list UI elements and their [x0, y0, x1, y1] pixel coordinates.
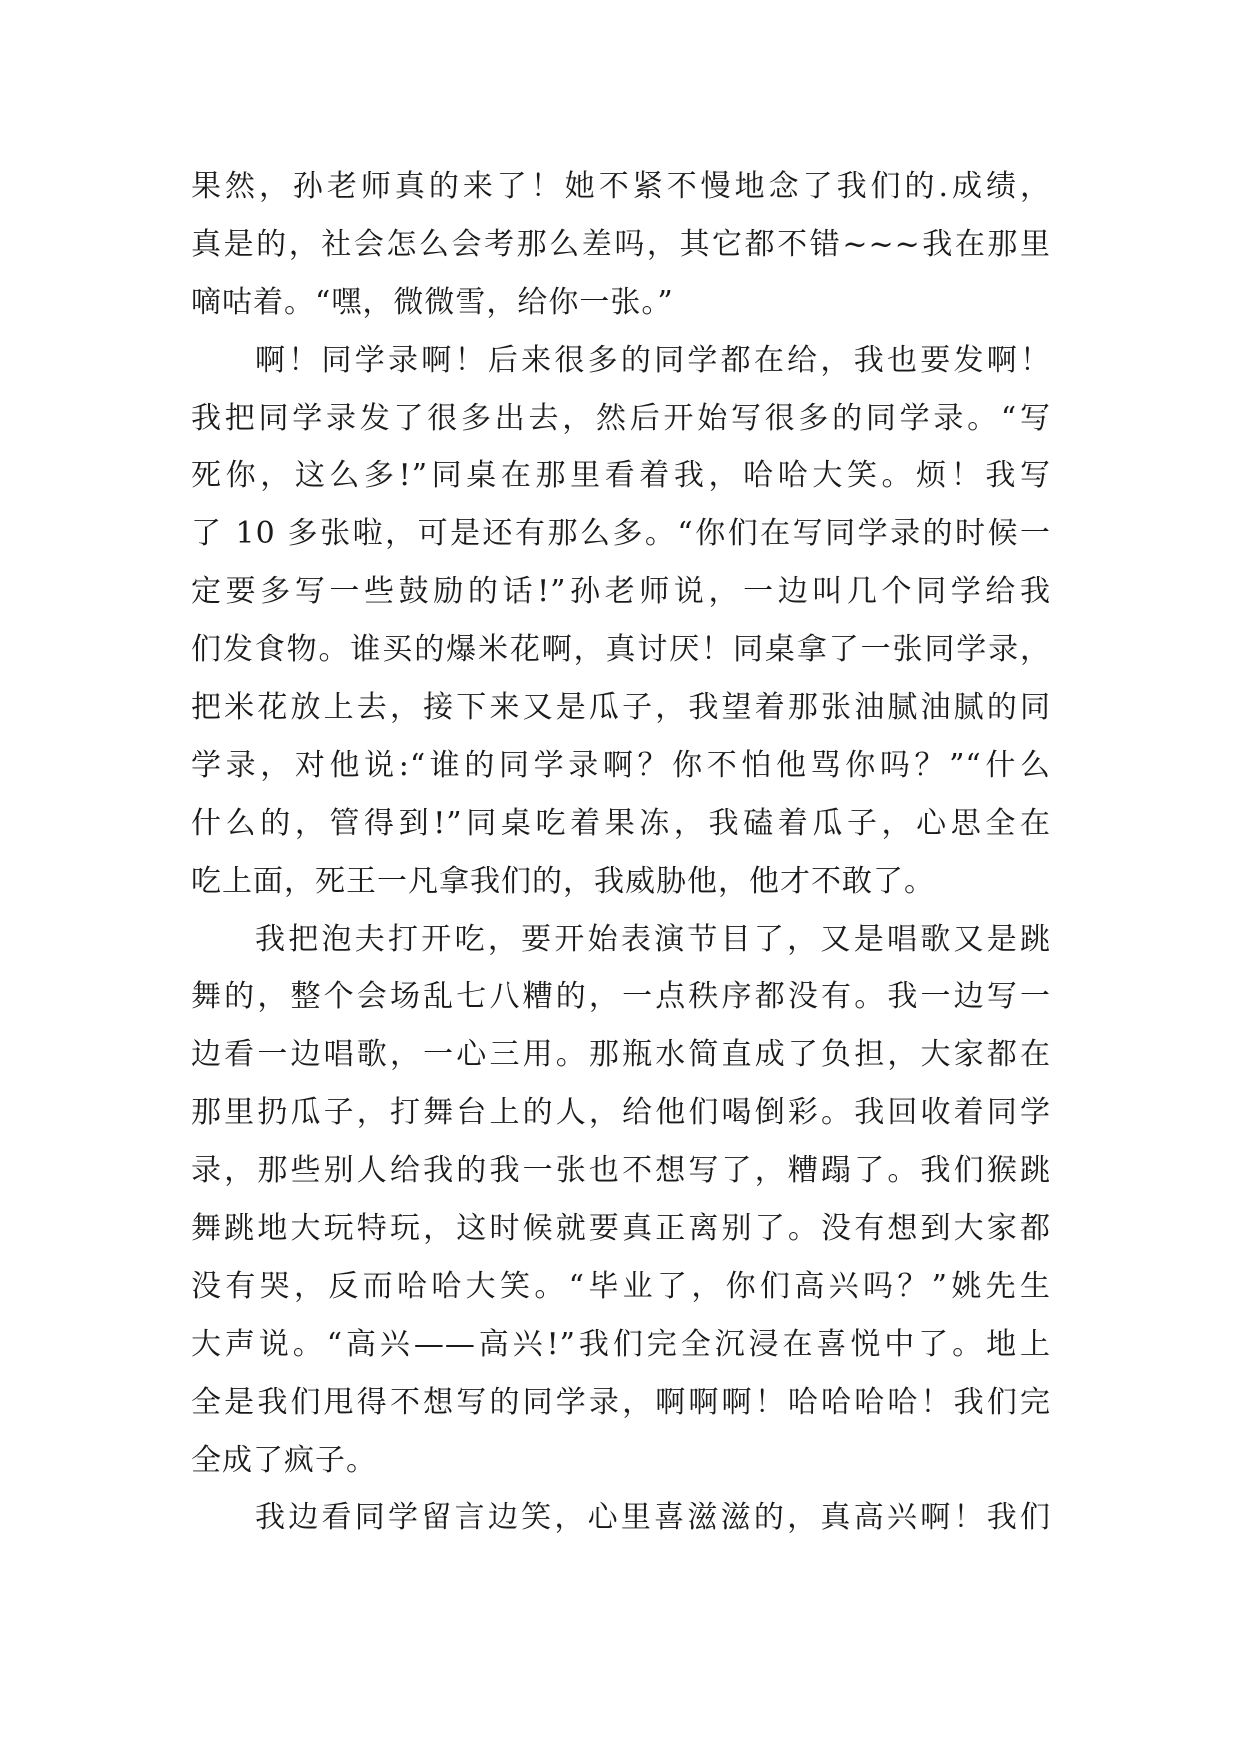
paragraph-3-line-4: 那里扔瓜子，打舞台上的人，给他们喝倒彩。我回收着同学 [191, 1095, 1051, 1131]
paragraph-2-line-8: 学录，对他说:“谁的同学录啊？你不怕他骂你吗？”“什么 [191, 747, 1051, 783]
paragraph-1-line-3: 嘀咕着。“嘿，微微雪，给你一张。” [191, 284, 674, 320]
paragraph-4-line-1: 我边看同学留言边笑，心里喜滋滋的，真高兴啊！我们 [255, 1500, 1051, 1536]
paragraph-3-line-2: 舞的，整个会场乱七八糟的，一点秩序都没有。我一边写一 [191, 979, 1051, 1015]
paragraph-3-line-3: 边看一边唱歌，一心三用。那瓶水简直成了负担，大家都在 [191, 1037, 1051, 1073]
paragraph-2-line-9: 什么的，管得到!”同桌吃着果冻，我磕着瓜子，心思全在 [191, 805, 1051, 841]
paragraph-2-line-2: 我把同学录发了很多出去，然后开始写很多的同学录。“写 [191, 400, 1051, 436]
paragraph-3-line-9: 全是我们甩得不想写的同学录，啊啊啊！哈哈哈哈！我们完 [191, 1384, 1051, 1420]
paragraph-3-line-7: 没有哭，反而哈哈大笑。“毕业了，你们高兴吗？”姚先生 [191, 1268, 1051, 1304]
paragraph-2-line-10: 吃上面，死王一凡拿我们的，我威胁他，他才不敢了。 [191, 863, 935, 899]
paragraph-2-line-5: 定要多写一些鼓励的话!”孙老师说，一边叫几个同学给我 [191, 574, 1051, 610]
paragraph-3-line-1: 我把泡夫打开吃，要开始表演节目了，又是唱歌又是跳 [255, 921, 1051, 957]
paragraph-2-line-4: 了 10 多张啦，可是还有那么多。“你们在写同学录的时候一 [191, 516, 1051, 552]
paragraph-1-line-2: 真是的，社会怎么会考那么差吗，其它都不错~~~我在那里 [191, 226, 1051, 262]
paragraph-3-line-8: 大声说。“高兴——高兴!”我们完全沉浸在喜悦中了。地上 [191, 1326, 1051, 1362]
article-body [191, 158, 1051, 1547]
paragraph-2-line-6: 们发食物。谁买的爆米花啊，真讨厌！同桌拿了一张同学录， [191, 632, 1051, 668]
paragraph-1-line-1: 果然，孙老师真的来了！她不紧不慢地念了我们的.成绩， [191, 169, 1051, 204]
paragraph-3-line-6: 舞跳地大玩特玩，这时候就要真正离别了。没有想到大家都 [191, 1211, 1051, 1247]
paragraph-3-line-5: 录，那些别人给我的我一张也不想写了，糟蹋了。我们猴跳 [191, 1153, 1051, 1189]
paragraph-2-line-1: 啊！同学录啊！后来很多的同学都在给，我也要发啊！ [255, 342, 1051, 378]
paragraph-2-line-7: 把米花放上去，接下来又是瓜子，我望着那张油腻油腻的同 [191, 690, 1051, 726]
paragraph-2-line-3: 死你，这么多!”同桌在那里看着我，哈哈大笑。烦！我写 [191, 458, 1051, 494]
paragraph-3-line-10: 全成了疯子。 [191, 1442, 377, 1478]
